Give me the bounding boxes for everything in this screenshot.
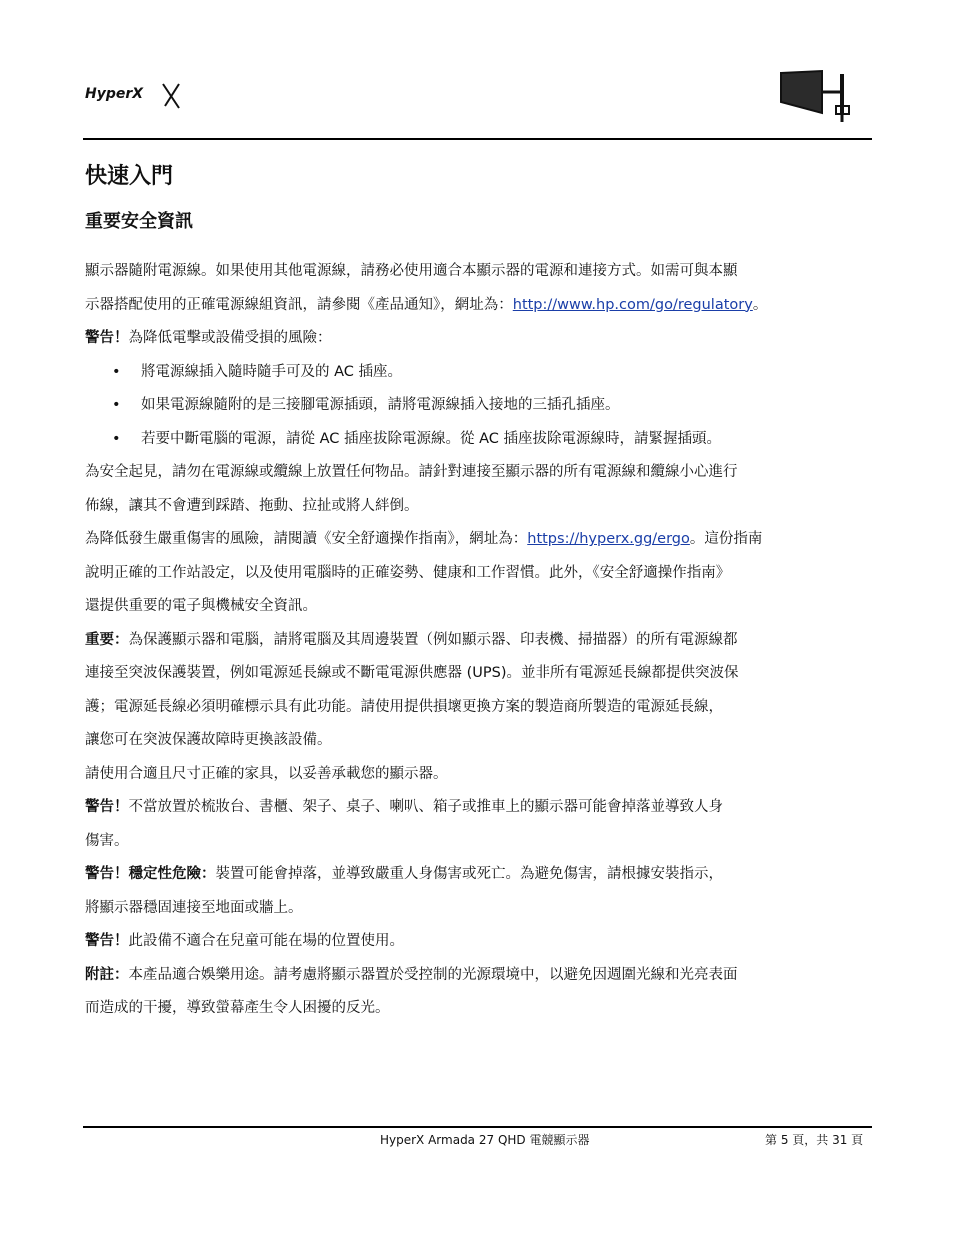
paragraph: 為安全起見，請勿在電源線或纜線上放置任何物品。請針對連接至顯示器的所有電源線和纜線小心進行 [85,464,738,480]
note-paragraph: 附註：本產品適合娛樂用途。請考慮將顯示器置於受控制的光源環境中，以避免因週圍光線和光亮表面 [85,966,738,983]
header-divider [83,138,872,140]
paragraph: 讓您可在突波保護故障時更換該設備。 [85,732,332,748]
footer-page-number: 第 5 頁，共 31 頁 [765,1133,864,1147]
paragraph: 說明正確的工作站設定，以及使用電腦時的正確姿勢、健康和工作習慣。此外，《安全舒適操作指南》 [85,564,731,581]
paragraph: 佈線，讓其不會遭到踩踏、拖動、拉扯或將人絆倒。 [85,497,419,514]
bullet-icon: • [112,430,121,447]
monitor-arm-icon [778,68,854,126]
paragraph: 連接至突波保護裝置，例如電源延長線或不斷電電源供應器 (UPS)。並非所有電源延長線都提供突波保 [85,665,739,681]
paragraph: 示器搭配使用的正確電源線組資訊，請參閱《產品通知》，網址為：http://www.hp.com/go/regulatory。 [85,296,768,313]
note-label: 附註： [85,966,129,983]
bullet-icon: • [112,363,121,380]
regulatory-link[interactable]: http://www.hp.com/go/regulatory [512,296,753,313]
list-item: • 若要中斷電腦的電源，請從 AC 插座拔除電源線。從 AC 插座拔除電源線時，請緊握插頭。 [85,423,875,457]
page-title: 快速入門 [85,164,174,189]
paragraph: 傷害。 [85,832,129,849]
warning-label: 警告！ [85,933,129,949]
paragraph: 顯示器隨附電源線。如果使用其他電源線，請務必使用適合本顯示器的電源和連接方式。如需可與本顯 [85,263,738,279]
warning-label: 警告！ [85,799,129,815]
paragraph: 還提供重要的電子與機械安全資訊。 [85,598,317,614]
footer-divider [83,1126,872,1128]
important-paragraph: 重要：為保護顯示器和電腦，請將電腦及其周邊裝置（例如顯示器、印表機、掃描器）的所有電源線都 [85,631,738,648]
paragraph: 護；電源延長線必須明確標示具有此功能。請使用提供損壞更換方案的製造商所製造的電源延長線， [85,698,723,715]
list-item: • 將電源線插入隨時隨手可及的 AC 插座。 [85,356,875,390]
list-item: • 如果電源線隨附的是三接腳電源插頭，請將電源線插入接地的三插孔插座。 [85,389,875,423]
paragraph: 請使用合適且尺寸正確的家具，以妥善承載您的顯示器。 [85,765,448,782]
paragraph: 而造成的干擾，導致螢幕產生令人困擾的反光。 [85,1000,390,1016]
section-title: 重要安全資訊 [85,211,193,232]
bullet-list [85,356,875,457]
warning-paragraph: 警告！穩定性危險：裝置可能會掉落，並導致嚴重人身傷害或死亡。為避免傷害，請根據安裝指示， [85,866,723,882]
paragraph: 為降低發生嚴重傷害的風險，請閱讀《安全舒適操作指南》，網址為：https://hyperx.gg/ergo。這份指南 [85,531,763,547]
bullet-icon: • [112,397,121,413]
important-label: 重要： [85,631,129,648]
warning-paragraph: 警告！此設備不適合在兒童可能在場的位置使用。 [85,933,404,949]
warning-label: 警告！ [85,330,129,346]
hyperx-logo [85,78,185,114]
document-body [85,255,875,1026]
paragraph: 將顯示器穩固連接至地面或牆上。 [85,899,303,916]
warning-paragraph: 警告！為降低電擊或設備受損的風險： [85,330,332,346]
ergo-link[interactable]: https://hyperx.gg/ergo [527,531,690,547]
footer-product-name: HyperX Armada 27 QHD 電競顯示器 [380,1133,590,1147]
warning-paragraph: 警告！不當放置於梳妝台、書櫃、架子、桌子、喇叭、箱子或推車上的顯示器可能會掉落並導致人身 [85,799,723,815]
logo-text: HyperX [85,86,144,102]
warning-label: 警告！穩定性危險： [85,866,216,882]
